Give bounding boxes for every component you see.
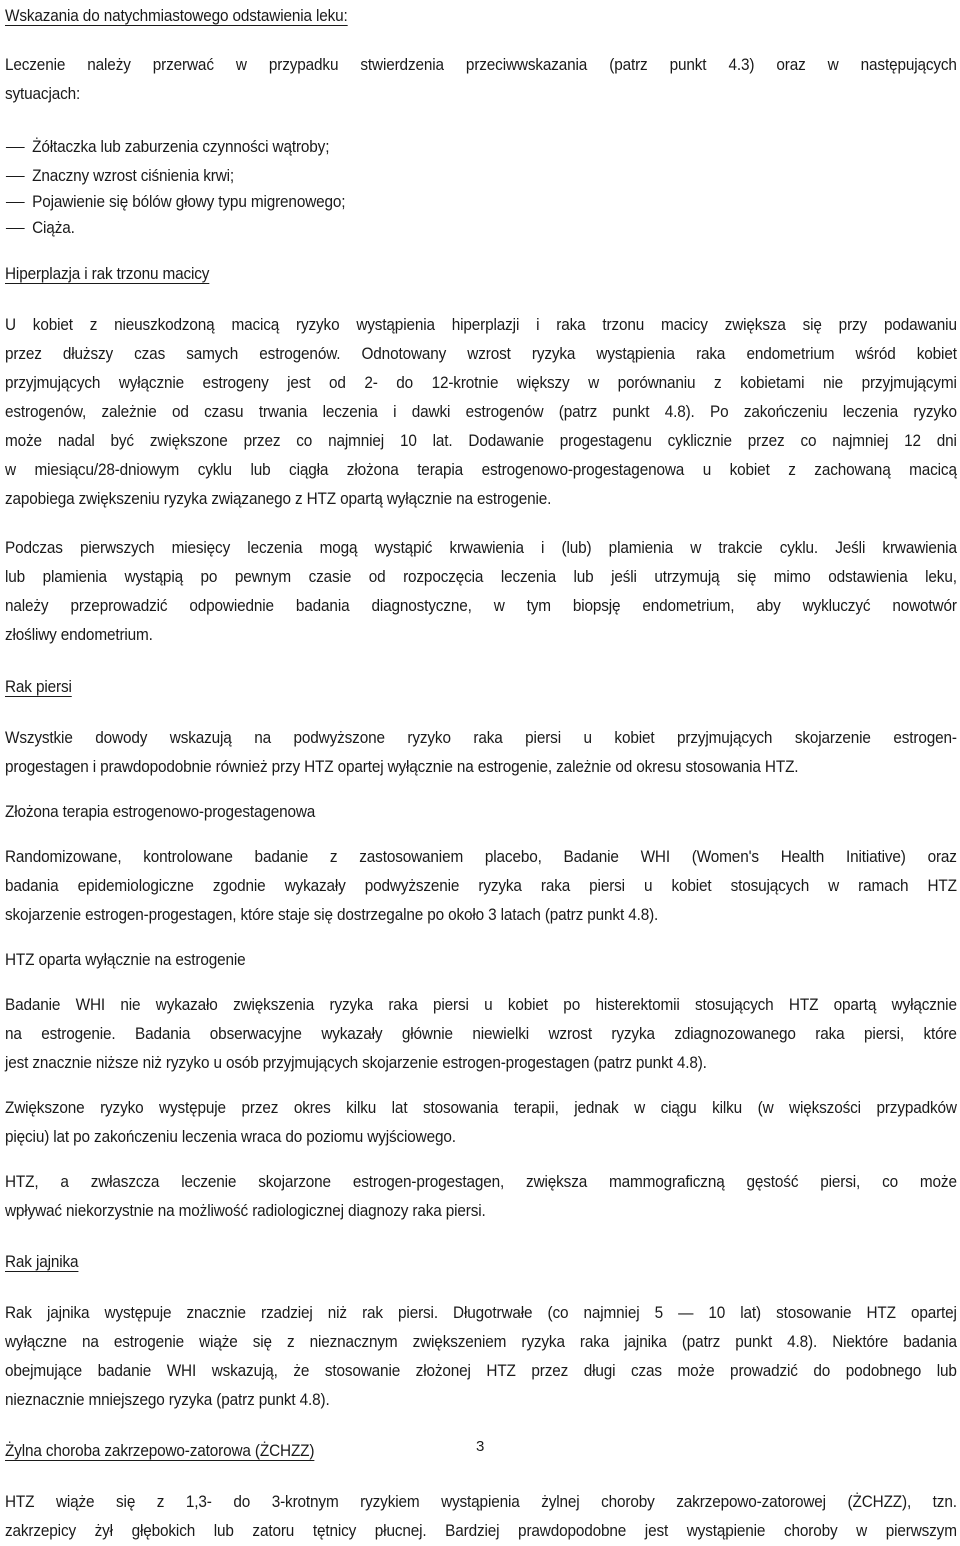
text-line: obejmujące badanie WHI wskazują, że stosowanie złożonej HTZ przez długi czas może prowadzić do podobnego lub xyxy=(5,1362,957,1380)
text-line: progestagen i prawdopodobnie również przy HTZ opartej wyłącznie na estrogenie, zależnie od okresu stosowania HTZ. xyxy=(5,758,799,776)
section-heading: Rak jajnika xyxy=(5,1253,79,1271)
dash-bullet xyxy=(5,193,32,211)
list-item xyxy=(5,133,957,162)
page-number: 3 xyxy=(476,1438,485,1455)
document-page xyxy=(5,0,957,1546)
text-line: pięciu) lat po zakończeniu leczenia wraca do poziomu wyjściowego. xyxy=(5,1128,456,1146)
list-item-text: Ciąża. xyxy=(32,219,75,237)
section-heading: Żylna choroba zakrzepowo-zatorowa (ŻCHZZ) xyxy=(5,1442,315,1460)
text-line: zakrzepicy żył głębokich lub zatoru tętnicy płucnej. Bardziej prawdopodobne jest wystąpienie choroby w pierwszym xyxy=(5,1522,957,1540)
text-line: Badanie WHI nie wykazało zwiększenia ryzyka raka piersi u kobiet po histerektomii stosujących HTZ opartą wyłącznie xyxy=(5,996,957,1014)
text-line: Wszystkie dowody wskazują na podwyższone ryzyko raka piersi u kobiet przyjmujących skojarzenie estrogen- xyxy=(5,729,957,747)
text-line: Podczas pierwszych miesięcy leczenia mogą wystąpić krwawienia i (lub) plamienia w trakcie cyklu. Jeśli krwawienia xyxy=(5,539,957,557)
text-line: przyjmujących wyłącznie estrogeny jest od 2- do 12-krotnie większy w porównaniu z kobietami nie przyjmującymi xyxy=(5,374,957,392)
text-line: U kobiet z nieuszkodzoną macicą ryzyko wystąpienia hiperplazji i raka trzonu macicy zwiększa się przy podawaniu xyxy=(5,316,957,334)
list-item xyxy=(5,214,957,240)
dash-bullet xyxy=(5,138,32,156)
text-line: Randomizowane, kontrolowane badanie z zastosowaniem placebo, Badanie WHI (Women's Health Initiative) oraz xyxy=(5,848,957,866)
text-line: zapobiega zwiększeniu ryzyka związanego z HTZ opartą wyłącznie na estrogenie. xyxy=(5,490,552,508)
text-line: na estrogenie. Badania obserwacyjne wykazały głównie niewielki wzrost ryzyka zdiagnozowanego raka piersi, które xyxy=(5,1025,957,1043)
text-line: HTZ, a zwłaszcza leczenie skojarzone estrogen-progestagen, zwiększa mammograficzną gęstość piersi, co może xyxy=(5,1173,957,1191)
text-line: wpływać niekorzystnie na możliwość radiologicznej diagnozy raka piersi. xyxy=(5,1202,486,1220)
section-heading: Hiperplazja i rak trzonu macicy xyxy=(5,265,210,283)
dash-bullet xyxy=(5,167,32,185)
list-item xyxy=(5,162,957,188)
text-line: lub plamienia wystąpią po pewnym czasie od rozpoczęcia leczenia lub jeśli utrzymują się mimo odstawienia leku, xyxy=(5,568,957,586)
text-line: należy przeprowadzić odpowiednie badania diagnostyczne, w tym biopsję endometrium, aby wykluczyć nowotwór xyxy=(5,597,957,615)
text-line: badania epidemiologiczne zgodnie wykazały podwyższenie ryzyka raka piersi u kobiet stosujących w ramach HTZ xyxy=(5,877,957,895)
text-line: Leczenie należy przerwać w przypadku stwierdzenia przeciwwskazania (patrz punkt 4.3) oraz w następujących xyxy=(5,56,957,74)
section-heading: Rak piersi xyxy=(5,678,72,696)
text-line: sytuacjach: xyxy=(5,85,81,103)
text-line: w miesiącu/28-dniowym cyklu lub ciągła złożona terapia estrogenowo-progestagenowa u kobiet z zachowaną macicą xyxy=(5,461,957,479)
text-line: HTZ wiąże się z 1,3- do 3-krotnym ryzykiem wystąpienia żylnej choroby zakrzepowo-zatorowej (ŻCHZZ), tzn. xyxy=(5,1493,957,1511)
list-item-text: Znaczny wzrost ciśnienia krwi; xyxy=(32,167,235,185)
dash-bullet xyxy=(5,219,32,237)
list-item xyxy=(5,188,957,214)
text-line: przez dłuższy czas samych estrogenów. Odnotowany wzrost ryzyka wystąpienia raka endometrium wśród kobiet xyxy=(5,345,957,363)
subsection-heading: HTZ oparta wyłącznie na estrogenie xyxy=(5,951,246,969)
subsection-heading: Złożona terapia estrogenowo-progestagenowa xyxy=(5,803,316,821)
text-line: jest znacznie niższe niż ryzyko u osób przyjmujących skojarzenie estrogen-progestagen (patrz punkt 4.8). xyxy=(5,1054,707,1072)
text-line: może nadal być zwiększone przez co najmniej 10 lat. Dodawanie progestagenu cyklicznie przez co najmniej 12 dni xyxy=(5,432,957,450)
section-heading: Wskazania do natychmiastowego odstawienia leku: xyxy=(5,7,348,25)
text-line: wyłączne na estrogenie wiąże się z nieznacznym zwiększeniem ryzyka raka jajnika (patrz punkt 4.8). Niektóre badania xyxy=(5,1333,957,1351)
text-line: złośliwy endometrium. xyxy=(5,626,153,644)
text-line: estrogenów, zależnie od czasu trwania leczenia i dawki estrogenów (patrz punkt 4.8). Po zakończeniu leczenia ryzyko xyxy=(5,403,957,421)
text-line: nieznacznie mniejszego ryzyka (patrz punkt 4.8). xyxy=(5,1391,330,1409)
list-item-text: Żółtaczka lub zaburzenia czynności wątroby; xyxy=(32,138,330,156)
text-line: skojarzenie estrogen-progestagen, które staje się dostrzegalne po około 3 latach (patrz punkt 4.8). xyxy=(5,906,659,924)
list-item-text: Pojawienie się bólów głowy typu migrenowego; xyxy=(32,193,346,211)
text-line: Rak jajnika występuje znacznie rzadziej niż rak piersi. Długotrwałe (co najmniej 5 — 10 lat) stosowanie HTZ opartej xyxy=(5,1304,957,1322)
text-line: Zwiększone ryzyko występuje przez okres kilku lat stosowania terapii, jednak w ciągu kilku (w większości przypadków xyxy=(5,1099,957,1117)
